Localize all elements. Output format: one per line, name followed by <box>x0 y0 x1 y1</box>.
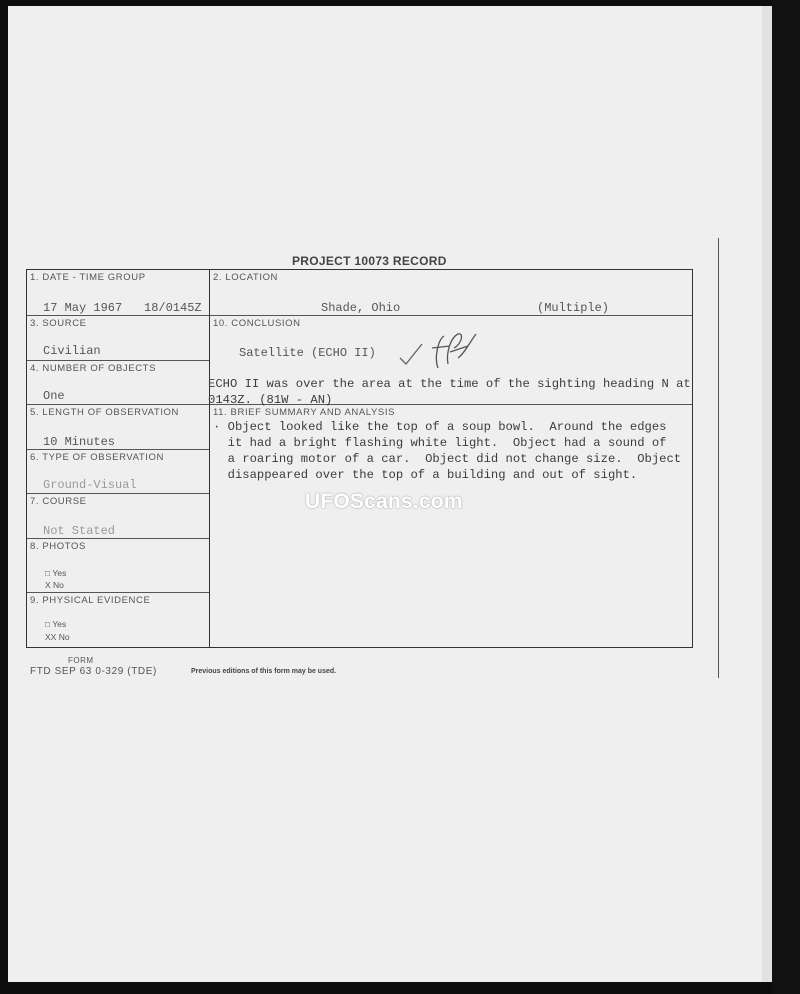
margin-line <box>718 238 719 678</box>
photos-label: 8. PHOTOS <box>30 541 86 552</box>
physical-evidence-label: 9. PHYSICAL EVIDENCE <box>30 595 151 606</box>
left-column <box>27 270 210 647</box>
photos-no: X No <box>45 580 64 590</box>
type-value: Ground-Visual <box>43 478 137 492</box>
photos-cell <box>27 539 209 593</box>
conclusion-value: Satellite (ECHO II) <box>239 346 376 360</box>
photos-yes: □ Yes <box>45 568 67 578</box>
source-cell <box>27 316 209 361</box>
number-of-objects-cell <box>27 361 209 405</box>
record-form <box>26 269 693 648</box>
course-value: Not Stated <box>43 524 116 538</box>
scan-border <box>772 0 800 994</box>
location-value: Shade, Ohio <box>321 301 401 315</box>
footer-form-code: FTD SEP 63 0-329 (TDE) <box>30 666 157 677</box>
summary-label: 11. BRIEF SUMMARY AND ANALYSIS <box>213 407 396 418</box>
source-label: 3. SOURCE <box>30 318 87 329</box>
watermark: UFOScans.com <box>305 490 463 513</box>
number-of-objects-value: One <box>43 389 65 403</box>
conclusion-cell <box>210 316 692 405</box>
date-value: 17 May 1967 <box>43 301 123 315</box>
conclusion-comment: ECHO II was over the area at the time of the sighting heading N at 0143Z. (81W - AN) <box>208 377 691 407</box>
date-time-label: 1. DATE - TIME GROUP <box>30 272 146 283</box>
length-value: 10 Minutes <box>43 435 116 449</box>
type-cell <box>27 450 209 494</box>
course-label: 7. COURSE <box>30 496 87 507</box>
source-value: Civilian <box>43 344 101 358</box>
summary-cell <box>210 405 692 649</box>
form-title: PROJECT 10073 RECORD <box>292 254 447 268</box>
number-of-objects-label: 4. NUMBER OF OBJECTS <box>30 363 157 374</box>
date-time-cell <box>27 270 209 316</box>
length-label: 5. LENGTH OF OBSERVATION <box>30 407 180 418</box>
location-note: (Multiple) <box>537 301 610 315</box>
footer-note: Previous editions of this form may be used. <box>191 668 337 675</box>
course-cell <box>27 494 209 539</box>
length-cell <box>27 405 209 450</box>
physical-evidence-cell <box>27 593 209 649</box>
type-label: 6. TYPE OF OBSERVATION <box>30 452 164 463</box>
location-label: 2. LOCATION <box>213 272 279 283</box>
handwritten-check-initials-icon <box>398 328 493 374</box>
conclusion-label: 10. CONCLUSION <box>213 318 301 329</box>
physical-evidence-yes: □ Yes <box>45 619 67 629</box>
location-cell <box>210 270 692 316</box>
page-edge <box>762 6 772 982</box>
time-value: 18/0145Z <box>144 301 202 315</box>
footer-form-word: FORM <box>68 656 94 665</box>
physical-evidence-no: XX No <box>45 632 70 642</box>
summary-text: · Object looked like the top of a soup bowl. Around the edges it had a bright flashing white light. Object had a sound of a roaring motor of a car. Object did not change size. Object disappeared over the top of a building and out of sight. <box>213 420 682 482</box>
